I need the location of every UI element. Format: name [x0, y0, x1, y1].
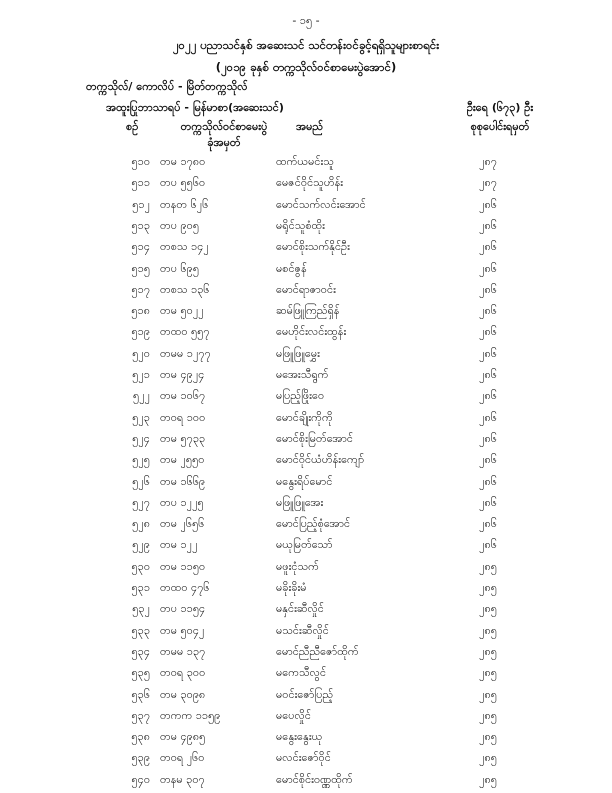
total-score: ၂၈၅ [479, 687, 497, 701]
column-header-roll-number: ခုံအမှတ် [207, 136, 241, 149]
student-name: မောင်ချိုးကိုကို [276, 410, 333, 424]
student-name: မသင်းဆီလှိုင် [276, 623, 329, 637]
row-number: ၅၂၉ [132, 538, 150, 552]
student-name: မပြည့်ဖြိုးဝေ [276, 389, 325, 403]
roll-number: တမ ၁၀၆၇ [160, 389, 206, 403]
table-row [0, 560, 612, 580]
student-name: မောင်ဝိုင်ယံဟိန်းကျော် [276, 453, 365, 467]
table-row [0, 198, 612, 218]
document-title: ၂၀၂၂ ပညာသင်နှစ် အဆေးသင် သင်တန်းဝင်ခွင့်ရရှိသူများစာရင်း [172, 38, 440, 52]
row-number: ၅၄၀ [131, 772, 150, 786]
row-number: ၅၁၉ [131, 325, 150, 339]
total-score-header: စုစုပေါင်းရမှတ် [470, 120, 530, 133]
roll-number: တဝရ ၁၀၀ [160, 410, 206, 424]
total-score: ၂၈၆ [479, 346, 497, 360]
roll-number: တပ ၅၅၆၀ [160, 176, 206, 190]
total-score: ၂၈၆ [479, 431, 497, 445]
total-score: ၂၈၆ [479, 495, 497, 509]
total-score: ၂၈၆ [479, 368, 497, 381]
student-name: မဖြူဖြူအေး [276, 495, 324, 509]
table-row [0, 347, 612, 367]
table-row [0, 688, 612, 708]
roll-number: တပ ၆၉၅ [160, 261, 200, 275]
total-score: ၂၈၆ [479, 325, 497, 339]
total-score: ၂၈၅ [479, 666, 497, 680]
total-score: ၂၈၆ [479, 282, 497, 296]
total-score: ၂၈၅ [479, 581, 497, 594]
row-number: ၅၃၇ [131, 708, 150, 722]
column-header-no: စဉ် [126, 120, 139, 133]
column-header-roll: တက္ကသိုလ်ဝင်စာမေးပွဲ [180, 120, 268, 133]
roll-number: တမ ၄၉၂၄ [160, 368, 205, 381]
total-score: ၂၈၇ [479, 155, 497, 168]
student-name: မနှင်းဆီလှိုင် [276, 602, 324, 616]
row-number: ၅၃၅ [131, 666, 150, 680]
roll-number: တပ ၁၁၅၄ [160, 602, 206, 616]
student-name: မနွေးရိပ်မောင် [276, 474, 333, 488]
table-row [0, 262, 612, 282]
student-name: ထက်ယမင်းသူ [276, 155, 334, 168]
row-number: ၅၂၆ [132, 474, 150, 488]
total-score: ၂၈၆ [479, 474, 497, 488]
row-number: ၅၁၁ [131, 176, 150, 190]
table-row [0, 411, 612, 431]
total-score: ၂၈၅ [479, 772, 497, 786]
student-name: မပေလှိုင် [276, 708, 311, 722]
roll-number: တထဝ ၅၅၇ [160, 325, 210, 339]
row-number: ၅၂၈ [132, 517, 150, 531]
row-number: ၅၁၃ [131, 218, 150, 232]
total-score: ၂၈၆ [479, 410, 497, 424]
roll-number: တနမ ၃၀၇ [160, 772, 205, 786]
student-name: မောင်စိုင်းဝဏ္ဏထိုက် [276, 772, 353, 786]
row-number: ၅၃၂ [132, 602, 150, 616]
student-name: မေဟိုင်းလင်းထွန်း [276, 325, 347, 339]
total-score: ၂၈၆ [479, 453, 497, 467]
roll-number: တစသ ၁၄၂ [160, 240, 209, 254]
total-score: ၂၈၅ [479, 602, 497, 616]
student-name: မယုမြတ်သော် [276, 538, 333, 552]
roll-number: တမမ ၁၂၇၇ [160, 346, 211, 360]
row-number: ၅၂၅ [132, 453, 150, 467]
row-number: ၅၁၅ [131, 261, 150, 275]
student-name: မဝင်းဇော်ပြည့် [276, 687, 334, 701]
table-row [0, 751, 612, 771]
row-number: ၅၂၀ [132, 346, 150, 360]
student-name: မောင်ရာဇာဝင်း [276, 282, 336, 296]
roll-number: တမ ၅၀၄၂ [160, 623, 205, 637]
row-number: ၅၁၈ [131, 304, 150, 318]
student-name: မောင်ညီညီဇော်ထိုက် [276, 644, 359, 658]
row-number: ၅၂၇ [132, 495, 150, 509]
roll-number: တမ ၅၇၃၃ [160, 431, 206, 445]
total-count-label: ဦးရေ (၆၇၃) ဦး [466, 101, 534, 114]
table-row [0, 581, 612, 601]
row-number: ၅၂၃ [132, 410, 150, 424]
student-name: မနွေးနွေးယု [276, 730, 323, 744]
total-score: ၂၈၆ [479, 304, 497, 318]
roll-number: တစသ ၁၃၆ [160, 282, 210, 296]
row-number: ၅၃၀ [131, 559, 150, 573]
table-row [0, 517, 612, 537]
roll-number: တထဝ ၄၇၆ [160, 581, 210, 594]
total-score: ၂၈၅ [479, 559, 497, 573]
student-name: မောင်သက်လင်းအောင် [276, 197, 366, 211]
student-name: မစင်ဇွန် [276, 261, 307, 275]
total-score: ၂၈၇ [479, 176, 497, 190]
student-name: မဖြူဖြူမွှေး [276, 346, 320, 360]
student-name: မအေးသီရွက် [276, 368, 329, 381]
roll-number: တမ ၁၆၆၉ [160, 474, 206, 488]
table-row [0, 283, 612, 303]
total-score: ၂၈၆ [479, 261, 497, 275]
student-name: မကေသီလွင် [276, 666, 327, 680]
roll-number: တပ ၉၀၅ [160, 218, 200, 232]
row-number: ၅၃၁ [131, 581, 150, 594]
roll-number: တမ ၅၀၂၂ [160, 304, 204, 318]
total-score: ၂၈၆ [479, 538, 497, 552]
table-row [0, 773, 612, 793]
document-subtitle: (၂၀၁၉ ခုနှစ် တက္ကသိုလ်ဝင်စာမေးပွဲအောင်) [215, 60, 397, 74]
total-score: ၂၈၅ [479, 730, 497, 744]
row-number: ၅၃၈ [131, 730, 150, 744]
row-number: ၅၁၄ [131, 240, 150, 254]
row-number: ၅၃၉ [131, 751, 150, 765]
row-number: ၅၃၆ [131, 687, 150, 701]
university-scope: တက္ကသိုလ်/ ကောလိပ် - မြိတ်တက္ကသိုလ် [86, 80, 248, 93]
table-row [0, 475, 612, 495]
total-score: ၂၈၆ [479, 240, 497, 254]
student-name: ဆမ်ဖြူကြည်ရှိန် [276, 304, 340, 318]
table-row [0, 304, 612, 324]
major-subject-label: အထူးပြုဘာသာရပ် - မြန်မာစာ(အဆေးသင်) [106, 101, 284, 114]
student-name: မောင်ပြည့်စုံအောင် [276, 517, 351, 531]
table-row [0, 666, 612, 686]
table-row [0, 389, 612, 409]
roll-number: တဝရ ၃၀၀ [160, 666, 206, 680]
student-name: မေဇင်ဝိုင်သူဟိန်း [276, 176, 344, 190]
total-score: ၂၈၅ [479, 708, 497, 722]
table-row [0, 624, 612, 644]
student-name: မခိုးခိုးမံ [276, 581, 307, 594]
roll-number: တပ ၁၂၂၅ [160, 495, 204, 509]
roll-number: တမ ၁၇၈၀ [160, 155, 206, 168]
table-row [0, 645, 612, 665]
table-row [0, 176, 612, 196]
roll-number: တမမ ၁၃၇ [160, 644, 206, 658]
table-row [0, 219, 612, 239]
student-name: မဖူးငုံသက် [276, 559, 319, 573]
roll-number: တမ ၄၉၈၅ [160, 730, 206, 744]
total-score: ၂၈၆ [479, 197, 497, 211]
page-number: - ၁၅ - [292, 14, 320, 27]
total-score: ၂၈၅ [479, 644, 497, 658]
total-score: ၂၈၆ [479, 218, 497, 232]
table-row [0, 709, 612, 729]
table-row [0, 368, 612, 388]
total-score: ၂၈၆ [479, 517, 497, 531]
total-score: ၂၈၅ [479, 623, 497, 637]
total-score: ၂၈၆ [479, 389, 497, 403]
row-number: ၅၂၄ [132, 431, 150, 445]
student-name: မောင်စိုးသက်နိုင်ဦး [276, 240, 350, 254]
roll-number: တမ ၂၆၅၆ [160, 517, 205, 531]
row-number: ၅၁၀ [131, 155, 150, 168]
row-number: ၅၂၁ [132, 368, 150, 381]
row-number: ၅၁၂ [132, 197, 150, 211]
student-name: မောင်စိုးမြတ်အောင် [276, 431, 353, 445]
roll-number: တကက ၁၁၅၉ [160, 708, 221, 722]
table-row [0, 432, 612, 452]
row-number: ၅၂၂ [133, 389, 150, 403]
table-row [0, 602, 612, 622]
roll-number: တဝရ ၂၆၀ [160, 751, 205, 765]
row-number: ၅၁၇ [131, 282, 150, 296]
roll-number: တမ ၁၁၅၀ [160, 559, 206, 573]
roll-number: တမ ၁၂၂ [160, 538, 198, 552]
table-row [0, 453, 612, 473]
table-row [0, 730, 612, 750]
table-row [0, 155, 612, 175]
roll-number: တမ ၂၅၅၀ [160, 453, 205, 467]
row-number: ၅၃၄ [131, 644, 150, 658]
column-header-name: အမည် [296, 120, 324, 133]
table-row [0, 538, 612, 558]
table-row [0, 240, 612, 260]
table-row [0, 325, 612, 345]
roll-number: တမ ၃၀၉၈ [160, 687, 206, 701]
total-score: ၂၈၅ [479, 751, 497, 765]
roll-number: တနတ ၆၂၆ [160, 197, 209, 211]
student-name: မလင်းဇော်ဝိုင် [276, 751, 331, 765]
table-row [0, 496, 612, 516]
student-name: မရိုင်သူစံထိုး [276, 218, 325, 232]
row-number: ၅၃၃ [131, 623, 150, 637]
